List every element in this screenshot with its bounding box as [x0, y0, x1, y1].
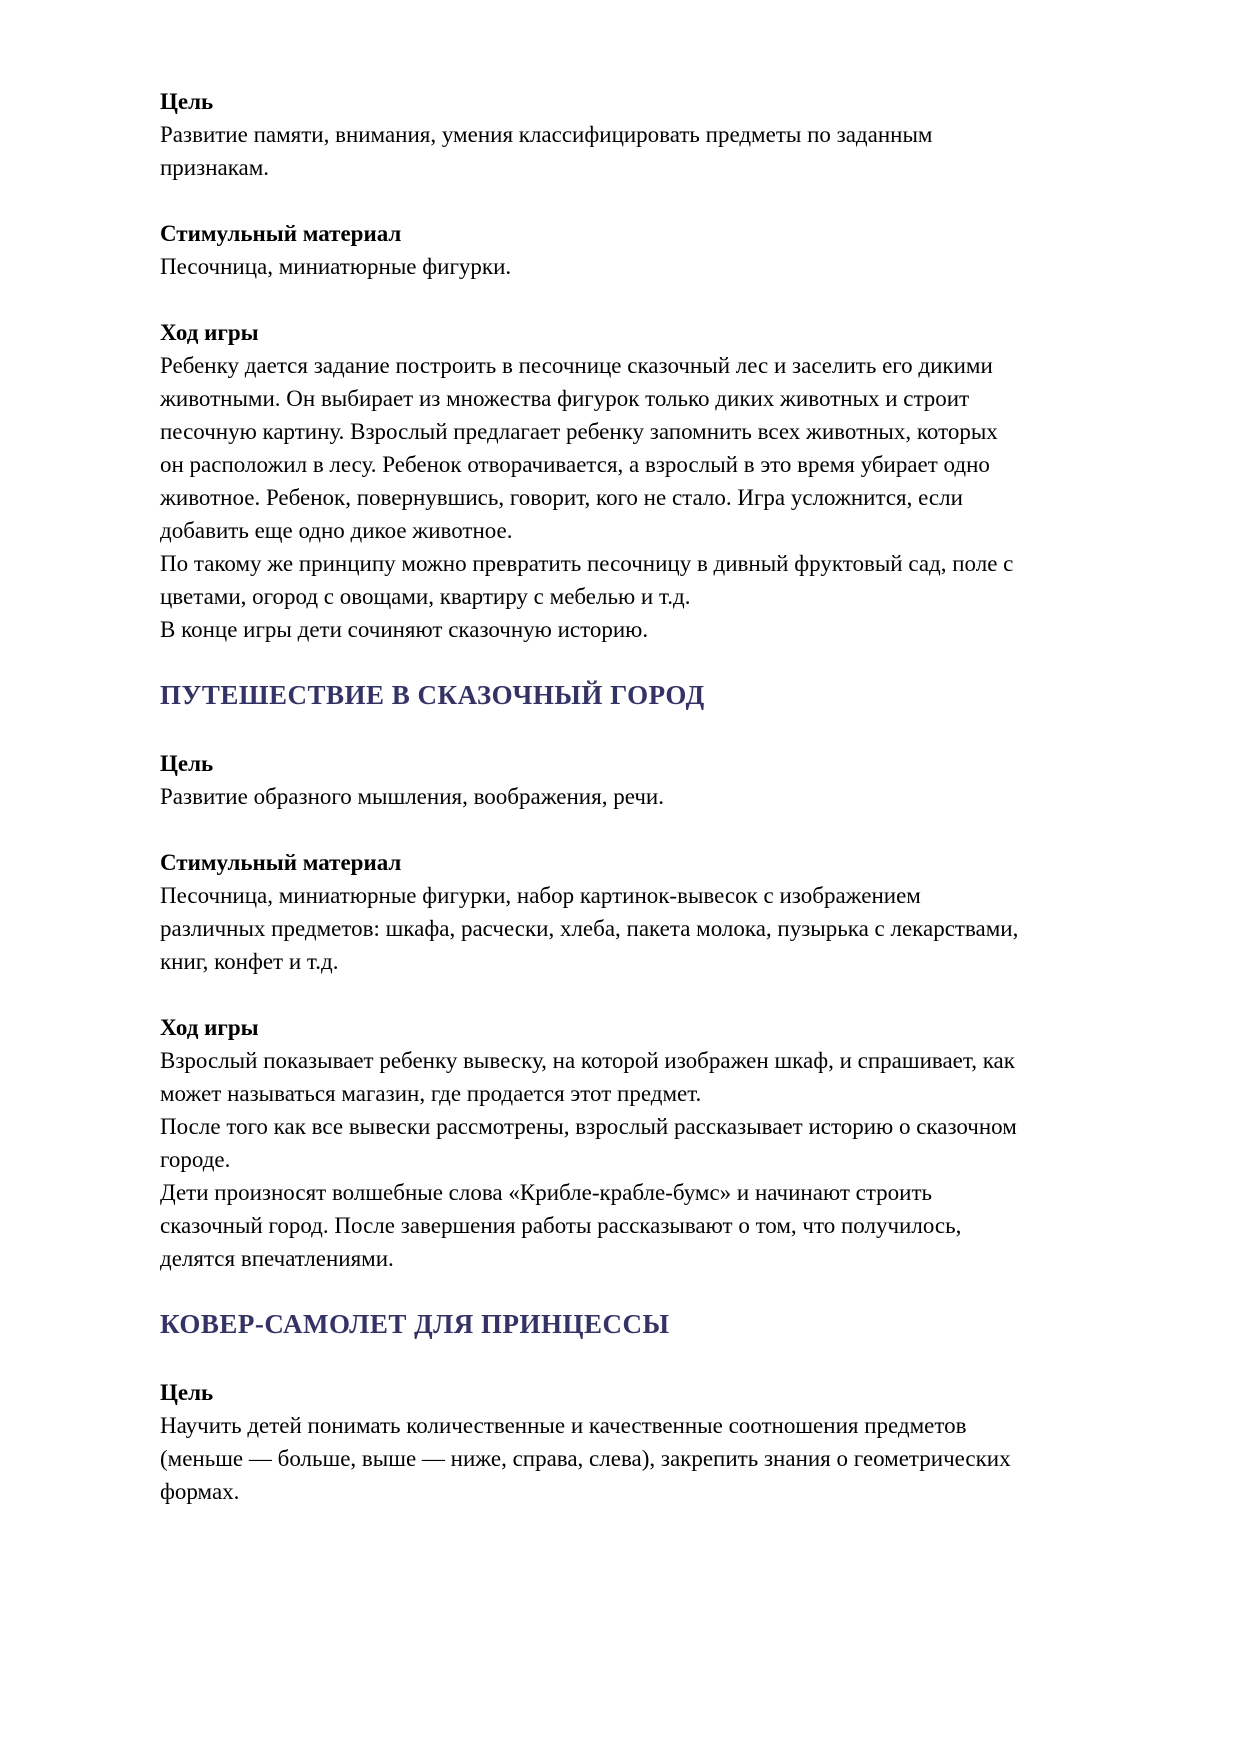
body-paragraph: В конце игры дети сочиняют сказочную историю.	[160, 617, 649, 642]
game-title-heading: ПУТЕШЕСТВИЕ В СКАЗОЧНЫЙ ГОРОД	[160, 680, 705, 710]
body-paragraph: По такому же принципу можно превратить песочницу в дивный фруктовый сад, поле с цветами, огород с овощами, квартиру с мебелью и т.д.	[160, 551, 1014, 609]
section-label: Стимульный материал	[160, 221, 402, 246]
section-label: Ход игры	[160, 320, 259, 345]
body-paragraph: Взрослый показывает ребенку вывеску, на которой изображен шкаф, и спрашивает, как может называться магазин, где продается этот предмет.	[160, 1048, 1015, 1106]
body-paragraph: Дети произносят волшебные слова «Крибле-крабле-бумс» и начинают строить сказочный город. После завершения работы рассказывают о том, что получилось, делятся впечатлениями.	[160, 1180, 962, 1271]
body-paragraph: Научить детей понимать количественные и качественные соотношения предметов (меньше — больше, выше — ниже, справа, слева), закрепить знания о геометрических формах.	[160, 1413, 1011, 1504]
game-title-heading: КОВЕР-САМОЛЕТ ДЛЯ ПРИНЦЕССЫ	[160, 1309, 670, 1339]
body-paragraph: Развитие образного мышления, воображения, речи.	[160, 784, 664, 809]
section-label: Цель	[160, 89, 214, 114]
body-paragraph: Развитие памяти, внимания, умения классифицировать предметы по заданным признакам.	[160, 122, 933, 180]
section-label: Стимульный материал	[160, 850, 402, 875]
body-paragraph: Песочница, миниатюрные фигурки, набор картинок-вывесок с изображением различных предметов: шкафа, расчески, хлеба, пакета молока, пузырька с лекарствами, книг, конфет и т.д.	[160, 883, 1019, 974]
body-paragraph: Песочница, миниатюрные фигурки.	[160, 254, 512, 279]
section-label: Цель	[160, 751, 214, 776]
body-paragraph: Ребенку дается задание построить в песочнице сказочный лес и заселить его дикими животными. Он выбирает из множества фигурок только диких животных и строит песочную картину. Взрослый предлагает ребенку запомнить всех животных, которых он расположил в лесу. Ребенок отворачивается, а взрослый в это время убирает одно животное. Ребенок, повернувшись, говорит, кого не стало. Игра усложнится, если добавить еще одно дикое животное.	[160, 353, 998, 543]
body-paragraph: После того как все вывески рассмотрены, взрослый рассказывает историю о сказочном городе.	[160, 1114, 1017, 1172]
section-label: Ход игры	[160, 1015, 259, 1040]
section-label: Цель	[160, 1380, 214, 1405]
